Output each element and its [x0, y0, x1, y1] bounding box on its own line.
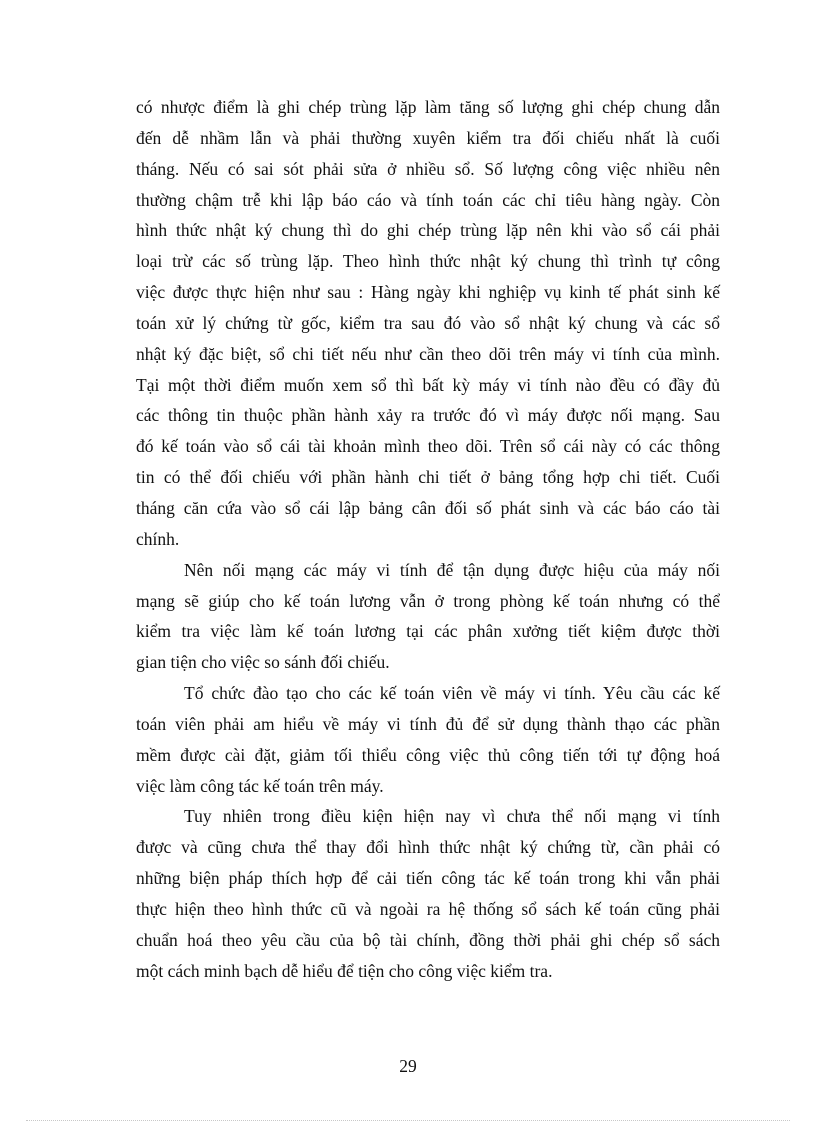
text-line: việc làm công tác kế toán trên máy.: [136, 775, 384, 796]
text-line: một cách minh bạch dễ hiểu để tiện cho công việc kiểm tra.: [136, 960, 553, 981]
text-line: mạng sẽ giúp cho kế toán lương vẫn ở trong phòng kế toán nhưng có thể: [136, 590, 720, 611]
text-line: những biện pháp thích hợp để cải tiến công tác kế toán trong khi vẫn phải: [136, 868, 720, 889]
text-line: Tổ chức đào tạo cho các kế toán viên về máy vi tính. Yêu cầu các kế: [184, 683, 720, 704]
text-line: việc được thực hiện như sau : Hàng ngày khi nghiệp vụ kinh tế phát sinh kế: [136, 282, 720, 303]
text-line: mềm được cài đặt, giảm tối thiểu công việc thủ công tiến tới tự động hoá: [136, 744, 720, 765]
text-line: đó kế toán vào sổ cái tài khoản mình theo dõi. Trên sổ cái này có các thông: [136, 436, 720, 457]
text-line: gian tiện cho việc so sánh đối chiếu.: [136, 652, 390, 673]
text-line: toán viên phải am hiểu về máy vi tính đủ để sử dụng thành thạo các phần: [136, 713, 720, 734]
text-line: thực hiện theo hình thức cũ và ngoài ra hệ thống sổ sách kế toán cũng phải: [136, 898, 720, 919]
text-line: Tuy nhiên trong điều kiện hiện nay vì chưa thể nối mạng vi tính: [184, 806, 720, 827]
text-line: loại trừ các số trùng lặp. Theo hình thức nhật ký chung thì trình tự công: [136, 251, 720, 272]
text-line: nhật ký đặc biệt, sổ chi tiết nếu như cần theo dõi trên máy vi tính của mình.: [136, 343, 720, 364]
paragraph-4: [136, 801, 720, 986]
text-line: tin có thể đối chiếu với phần hành chi tiết ở bảng tổng hợp chi tiết. Cuối: [136, 467, 720, 488]
text-line: các thông tin thuộc phần hành xảy ra trước đó vì máy được nối mạng. Sau: [136, 405, 720, 426]
text-line: chính.: [136, 528, 180, 549]
text-line: được và cũng chưa thể thay đổi hình thức nhật ký chứng từ, cần phải có: [136, 837, 720, 858]
text-line: chuẩn hoá theo yêu cầu của bộ tài chính, đồng thời phải ghi chép sổ sách: [136, 929, 720, 950]
text-line: kiểm tra việc làm kế toán lương tại các phân xưởng tiết kiệm được thời: [136, 621, 720, 642]
page-number: 29: [399, 1056, 417, 1076]
text-line: toán xử lý chứng từ gốc, kiểm tra sau đó vào sổ nhật ký chung và các sổ: [136, 312, 720, 333]
text-line: thường chậm trễ khi lập báo cáo và tính toán các chỉ tiêu hàng ngày. Còn: [136, 189, 720, 210]
text-line: tháng căn cứa vào sổ cái lập bảng cân đối số phát sinh và các báo cáo tài: [136, 497, 720, 518]
text-line: có nhược điểm là ghi chép trùng lặp làm tăng số lượng ghi chép chung dẫn: [136, 97, 720, 117]
paragraph-3: [136, 678, 720, 801]
text-line: Tại một thời điểm muốn xem sổ thì bất kỳ máy vi tính nào đều có đầy đủ: [136, 374, 720, 395]
footer-divider: [26, 1120, 790, 1121]
paragraph-2: [136, 555, 720, 678]
paragraph-1: [136, 92, 720, 555]
text-line: tháng. Nếu có sai sót phải sửa ở nhiều sổ. Số lượng công việc nhiều nên: [136, 158, 720, 179]
body-text: [136, 92, 720, 986]
text-line: hình thức nhật ký chung thì do ghi chép trùng lặp nên khi vào sổ cái phải: [136, 220, 720, 241]
text-line: Nên nối mạng các máy vi tính để tận dụng được hiệu của máy nối: [184, 559, 720, 580]
text-line: đến dễ nhầm lẫn và phải thường xuyên kiểm tra đối chiếu nhất là cuối: [136, 127, 720, 148]
